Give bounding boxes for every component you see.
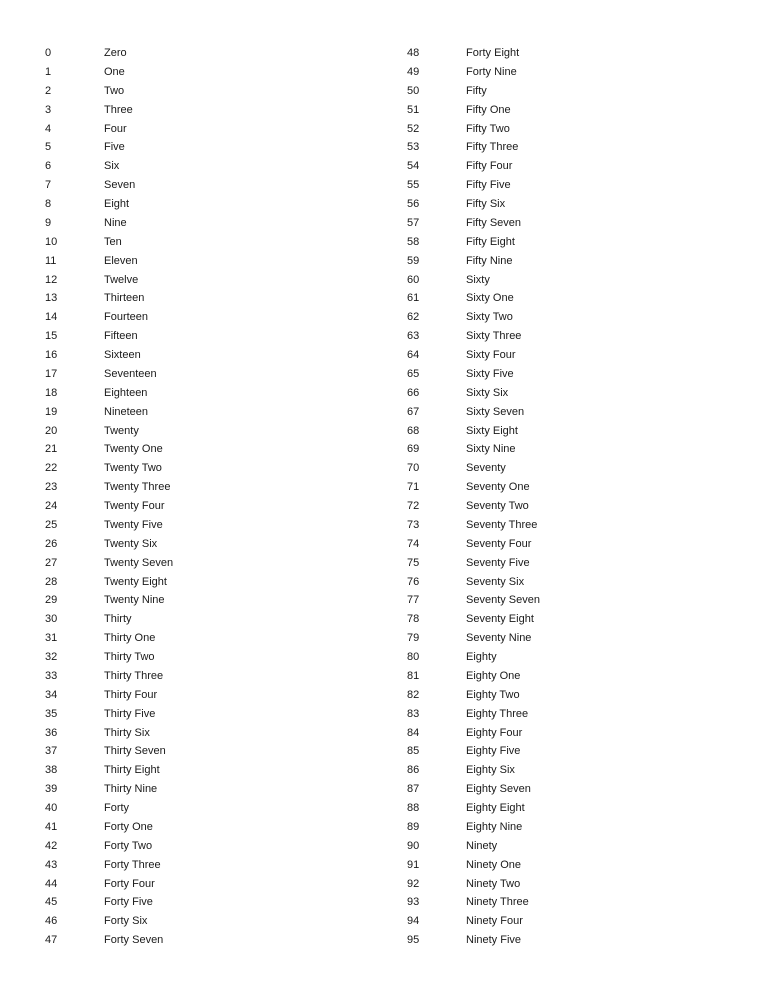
number-value: 4 — [45, 122, 52, 135]
number-word: Five — [104, 141, 125, 154]
number-value: 36 — [45, 726, 58, 739]
number-value: 91 — [407, 858, 420, 871]
number-value: 62 — [407, 311, 420, 324]
number-word: Two — [104, 84, 125, 97]
number-value: 69 — [407, 443, 420, 456]
number-value: 42 — [45, 839, 58, 852]
number-value: 53 — [407, 141, 420, 154]
number-word: Forty Nine — [466, 65, 517, 78]
number-value: 76 — [407, 575, 420, 588]
number-value: 57 — [407, 216, 420, 229]
number-word: Twenty Seven — [104, 556, 174, 569]
number-value: 71 — [407, 481, 420, 494]
number-word: Sixty — [466, 273, 490, 286]
number-value: 6 — [45, 160, 52, 173]
number-word: Six — [104, 160, 120, 173]
number-word: Ninety Three — [466, 896, 529, 909]
number-word: Seventy Nine — [466, 632, 532, 645]
number-value: 29 — [45, 594, 58, 607]
number-value: 54 — [407, 160, 420, 173]
number-word: Thirteen — [104, 292, 145, 305]
number-value: 37 — [45, 745, 58, 758]
number-word: Seven — [104, 179, 136, 192]
number-value: 39 — [45, 783, 58, 796]
number-word: Fifty Four — [466, 160, 513, 173]
number-word: Forty Four — [104, 877, 155, 890]
number-word: Thirty Seven — [104, 745, 166, 758]
number-word: Twenty Nine — [104, 594, 165, 607]
number-word: Ninety One — [466, 858, 522, 871]
number-value: 82 — [407, 688, 420, 701]
number-value: 67 — [407, 405, 420, 418]
number-word: Fifty Five — [466, 179, 511, 192]
number-word: Seventy Eight — [466, 613, 534, 626]
number-word: Sixty One — [466, 292, 514, 305]
number-value: 26 — [45, 537, 58, 550]
number-word: Eighty — [466, 651, 497, 663]
number-word: Twenty Three — [104, 481, 171, 494]
number-value: 21 — [45, 443, 58, 456]
number-value: 38 — [45, 764, 58, 777]
number-word: Sixty Two — [466, 311, 513, 324]
number-value: 74 — [407, 537, 420, 550]
number-word: Sixty Three — [466, 330, 522, 343]
number-value: 3 — [45, 103, 52, 116]
number-value: 0 — [45, 47, 52, 59]
number-value: 64 — [407, 349, 420, 361]
number-value: 5 — [45, 141, 52, 154]
number-word: Twenty One — [104, 443, 163, 456]
number-word: Sixty Eight — [466, 424, 518, 437]
number-word: Thirty Five — [104, 707, 156, 720]
number-value: 48 — [407, 47, 420, 59]
number-value: 15 — [45, 330, 58, 343]
number-value: 83 — [407, 707, 420, 720]
number-value: 13 — [45, 292, 58, 305]
number-value: 40 — [45, 802, 58, 814]
number-word: Forty Five — [104, 896, 153, 909]
number-word: Eighteen — [104, 386, 148, 399]
number-word: Twelve — [104, 273, 139, 286]
number-value: 28 — [45, 575, 58, 588]
number-value: 95 — [407, 934, 420, 947]
number-word: Fifty Eight — [466, 235, 515, 248]
number-value: 41 — [45, 820, 58, 833]
number-value: 50 — [407, 84, 420, 97]
number-word: Three — [104, 103, 133, 116]
number-value: 81 — [407, 669, 420, 682]
number-value: 87 — [407, 783, 420, 796]
number-value: 7 — [45, 179, 52, 192]
number-word: Twenty Four — [104, 500, 165, 512]
number-value: 1 — [45, 65, 52, 78]
number-word: Fifteen — [104, 330, 138, 343]
number-value: 25 — [45, 518, 58, 531]
number-value: 52 — [407, 122, 420, 135]
number-word: Seventy Three — [466, 518, 538, 531]
number-word: One — [104, 65, 125, 78]
number-value: 33 — [45, 669, 58, 682]
number-word: Sixty Four — [466, 349, 516, 361]
number-word: Fifty One — [466, 103, 511, 116]
number-value: 9 — [45, 216, 52, 229]
number-word: Ninety — [466, 839, 498, 852]
number-value: 65 — [407, 367, 420, 380]
number-word: Seventeen — [104, 367, 157, 380]
number-word: Forty Two — [104, 839, 153, 852]
number-word: Eleven — [104, 254, 138, 267]
number-value: 93 — [407, 896, 420, 909]
number-word: Eighty Two — [466, 688, 520, 701]
number-value: 27 — [45, 556, 58, 569]
number-value: 94 — [407, 915, 420, 928]
number-value: 47 — [45, 934, 58, 947]
number-word: Forty Eight — [466, 47, 520, 59]
number-word: Seventy Six — [466, 575, 525, 588]
number-word: Zero — [104, 47, 127, 59]
number-value: 16 — [45, 349, 58, 361]
number-word: Seventy Two — [466, 500, 529, 512]
number-value: 17 — [45, 367, 58, 380]
number-value: 63 — [407, 330, 420, 343]
number-word: Seventy Five — [466, 556, 530, 569]
number-word: Sixteen — [104, 349, 141, 361]
number-word: Sixty Seven — [466, 405, 525, 418]
number-value: 10 — [45, 235, 58, 248]
number-word: Forty — [104, 802, 130, 814]
number-word: Four — [104, 122, 127, 135]
number-word: Seventy Four — [466, 537, 532, 550]
number-value: 31 — [45, 632, 58, 645]
number-value: 85 — [407, 745, 420, 758]
number-word: Forty One — [104, 820, 153, 833]
number-value: 73 — [407, 518, 420, 531]
number-value: 18 — [45, 386, 58, 399]
number-value: 23 — [45, 481, 58, 494]
number-value: 55 — [407, 179, 420, 192]
number-value: 8 — [45, 198, 52, 210]
number-word: Twenty Two — [104, 462, 162, 475]
number-word: Eighty Eight — [466, 802, 525, 814]
number-value: 46 — [45, 915, 58, 928]
number-value: 35 — [45, 707, 58, 720]
number-value: 30 — [45, 613, 58, 626]
number-value: 78 — [407, 613, 420, 626]
number-word: Eighty Six — [466, 764, 515, 777]
number-word: Forty Seven — [104, 934, 164, 947]
number-word: Fifty Two — [466, 122, 510, 135]
number-word: Eighty Four — [466, 726, 523, 739]
number-value: 32 — [45, 651, 58, 663]
number-word: Fifty — [466, 84, 487, 97]
number-word: Nine — [104, 216, 127, 229]
number-value: 12 — [45, 273, 58, 286]
number-word: Seventy One — [466, 481, 530, 494]
number-word: Eighty Three — [466, 707, 529, 720]
number-word: Fifty Seven — [466, 216, 522, 229]
number-word: Thirty Two — [104, 651, 155, 663]
number-value: 86 — [407, 764, 420, 777]
number-value: 44 — [45, 877, 58, 890]
number-word: Thirty Nine — [104, 783, 158, 796]
number-word: Thirty Six — [104, 726, 150, 739]
number-value: 89 — [407, 820, 420, 833]
number-value: 80 — [407, 651, 420, 663]
number-word: Fifty Three — [466, 141, 519, 154]
number-word: Ninety Five — [466, 934, 522, 947]
number-value: 51 — [407, 103, 420, 116]
number-word: Eighty One — [466, 669, 521, 682]
number-value: 58 — [407, 235, 420, 248]
number-value: 59 — [407, 254, 420, 267]
number-word: Ten — [104, 235, 122, 248]
number-value: 14 — [45, 311, 58, 324]
number-word: Seventy Seven — [466, 594, 540, 607]
number-value: 11 — [45, 254, 57, 267]
number-value: 90 — [407, 839, 420, 852]
number-value: 2 — [45, 84, 52, 97]
number-word: Twenty Six — [104, 537, 158, 550]
number-value: 79 — [407, 632, 420, 645]
number-value: 20 — [45, 424, 58, 437]
number-value: 84 — [407, 726, 420, 739]
number-word: Thirty Four — [104, 688, 158, 701]
number-word: Fifty Nine — [466, 254, 513, 267]
number-value: 75 — [407, 556, 420, 569]
number-value: 24 — [45, 500, 58, 512]
number-word: Ninety Two — [466, 877, 521, 890]
number-word: Twenty Eight — [104, 575, 167, 588]
number-word: Sixty Nine — [466, 443, 516, 456]
number-word: Eighty Five — [466, 745, 521, 758]
number-value: 60 — [407, 273, 420, 286]
number-word: Eighty Nine — [466, 820, 523, 833]
number-word: Twenty Five — [104, 518, 163, 531]
number-value: 49 — [407, 65, 420, 78]
number-value: 19 — [45, 405, 58, 418]
number-word: Eight — [104, 198, 130, 210]
number-word: Twenty — [104, 424, 139, 437]
number-word: Sixty Five — [466, 367, 514, 380]
number-value: 61 — [407, 292, 420, 305]
number-word: Fifty Six — [466, 198, 506, 210]
number-value: 66 — [407, 386, 420, 399]
number-value: 45 — [45, 896, 58, 909]
number-word: Forty Six — [104, 915, 148, 928]
number-word: Thirty Eight — [104, 764, 160, 777]
number-word: Ninety Four — [466, 915, 523, 928]
number-word: Forty Three — [104, 858, 161, 871]
number-value: 56 — [407, 198, 420, 210]
number-word: Thirty — [104, 613, 132, 626]
number-value: 92 — [407, 877, 420, 890]
number-word: Nineteen — [104, 405, 149, 418]
number-value: 22 — [45, 462, 58, 475]
number-word: Sixty Six — [466, 386, 509, 399]
number-value: 68 — [407, 424, 420, 437]
number-value: 70 — [407, 462, 420, 475]
number-value: 88 — [407, 802, 420, 814]
number-value: 77 — [407, 594, 420, 607]
number-word: Seventy — [466, 462, 506, 475]
number-value: 72 — [407, 500, 420, 512]
number-word: Eighty Seven — [466, 783, 531, 796]
number-value: 43 — [45, 858, 58, 871]
number-word: Thirty One — [104, 632, 156, 645]
number-word: Fourteen — [104, 311, 149, 324]
number-word: Thirty Three — [104, 669, 164, 682]
number-value: 34 — [45, 688, 58, 701]
